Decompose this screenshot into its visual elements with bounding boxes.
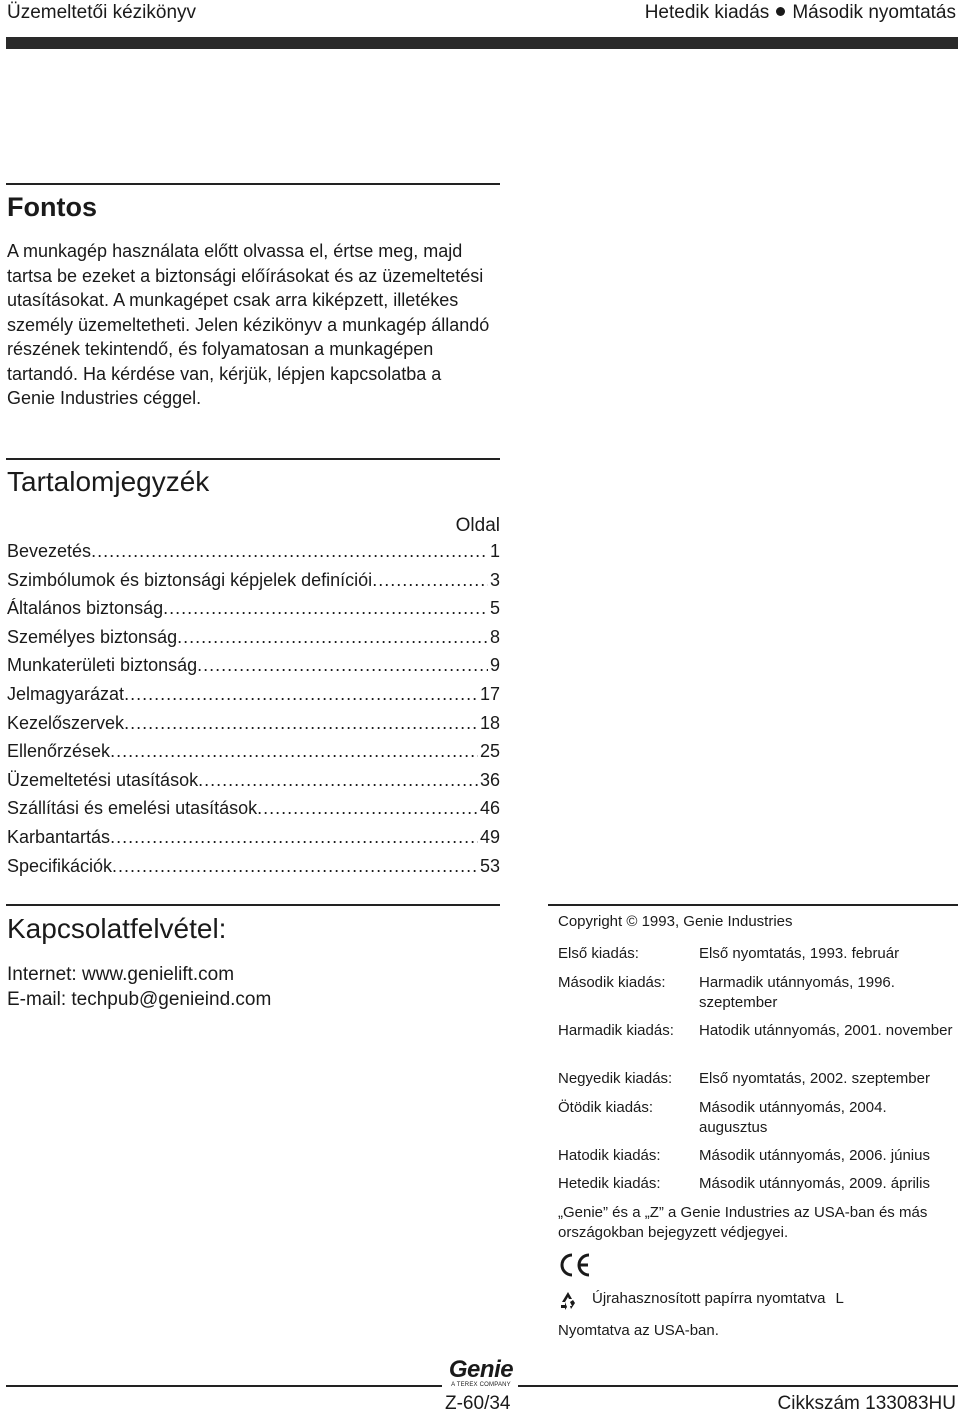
edition-value: Első nyomtatás, 1993. február bbox=[699, 945, 900, 962]
toc-item[interactable] bbox=[7, 655, 500, 684]
recycle-icon bbox=[558, 1290, 578, 1315]
toc-item-label: Szállítási és emelési utasítások bbox=[7, 798, 258, 819]
edition-name: Hetedik kiadás: bbox=[558, 1175, 661, 1192]
toc-leader-dots bbox=[124, 684, 478, 705]
toc-item-label: Személyes biztonság bbox=[7, 626, 178, 647]
toc-item[interactable] bbox=[7, 627, 500, 656]
toc-item-page: 18 bbox=[479, 712, 500, 733]
toc-leader-dots bbox=[91, 541, 488, 562]
toc-item[interactable] bbox=[7, 741, 500, 770]
ce-mark-icon bbox=[558, 1252, 592, 1283]
logo-word: Genie bbox=[448, 1356, 514, 1383]
toc-page-header: Oldal bbox=[455, 515, 500, 536]
toc-leader-dots bbox=[110, 741, 478, 762]
edition-value: Második utánnyomás, 2004. augusztus bbox=[699, 1099, 887, 1136]
important-text: A munkagép használata előtt olvassa el, értse meg, majd tartsa be ezeket a biztonsági előírásokat és az üzemeltetési utasításokat. A munkagépet csak arra kiképzett, illetékes személy üzemeltetheti. Jelen kézikönyv a munkagép állandó részének tekintendő, és folyamatosan a munkagépen tartandó. Ha kérdése van, kérjük, lépjen kapcsolatba a Genie Industries céggel. bbox=[7, 241, 490, 408]
toc-item-page: 17 bbox=[479, 683, 500, 704]
bullet-icon bbox=[776, 7, 785, 16]
genie-logo bbox=[445, 1358, 517, 1389]
email-link[interactable]: E-mail: techpub@genieind.com bbox=[7, 989, 272, 1010]
toc-item[interactable] bbox=[7, 713, 500, 742]
toc-item-page: 53 bbox=[479, 855, 500, 876]
toc-item-page: 36 bbox=[479, 769, 500, 790]
edition-name: Ötödik kiadás: bbox=[558, 1099, 654, 1116]
toc-leader-dots bbox=[110, 827, 478, 848]
toc-leader-dots bbox=[163, 598, 488, 619]
toc-leader-dots bbox=[198, 770, 478, 791]
toc-title: Tartalomjegyzék bbox=[7, 466, 210, 497]
edition-name: Első kiadás: bbox=[558, 945, 639, 962]
toc-item[interactable] bbox=[7, 684, 500, 713]
toc-item-label: Általános biztonság bbox=[7, 598, 164, 619]
toc-item[interactable] bbox=[7, 827, 500, 856]
recycled-text: Újrahasznosított papírra nyomtatva bbox=[592, 1290, 826, 1307]
recycled-mark: L bbox=[835, 1290, 844, 1307]
edition-name: Második kiadás: bbox=[558, 974, 666, 991]
section-divider bbox=[548, 904, 958, 906]
toc-item[interactable] bbox=[7, 570, 500, 599]
toc-item-label: Munkaterületi biztonság bbox=[7, 655, 198, 676]
toc-item-label: Ellenőrzések bbox=[7, 741, 111, 762]
toc-item-page: 3 bbox=[489, 569, 500, 590]
toc-leader-dots bbox=[177, 627, 488, 648]
toc-leader-dots bbox=[124, 713, 478, 734]
toc-leader-dots bbox=[197, 655, 488, 676]
edition-value: Első nyomtatás, 2002. szeptember bbox=[699, 1070, 930, 1087]
toc-item-label: Specifikációk bbox=[7, 855, 113, 876]
table-of-contents bbox=[7, 541, 500, 884]
section-divider bbox=[6, 183, 500, 185]
toc-item[interactable] bbox=[7, 798, 500, 827]
toc-item[interactable] bbox=[7, 598, 500, 627]
toc-item[interactable] bbox=[7, 541, 500, 570]
toc-item-page: 5 bbox=[489, 598, 500, 619]
internet-link[interactable]: Internet: www.genielift.com bbox=[7, 964, 235, 985]
edition-name: Hatodik kiadás: bbox=[558, 1147, 661, 1164]
printing-label: Második nyomtatás bbox=[792, 2, 956, 23]
copyright-line: Copyright © 1993, Genie Industries bbox=[558, 913, 793, 930]
toc-item-page: 46 bbox=[479, 798, 500, 819]
important-title: Fontos bbox=[7, 192, 97, 222]
section-divider bbox=[6, 904, 500, 906]
edition-info bbox=[645, 2, 956, 24]
toc-leader-dots bbox=[372, 570, 488, 591]
logo-sub: A TEREX COMPANY bbox=[451, 1382, 511, 1388]
header-bar bbox=[6, 37, 958, 49]
edition-value: Második utánnyomás, 2006. június bbox=[699, 1147, 930, 1164]
edition-label: Hetedik kiadás bbox=[644, 2, 770, 23]
manual-title: Üzemeltetői kézikönyv bbox=[7, 2, 197, 23]
toc-item-label: Kezelőszervek bbox=[7, 712, 125, 733]
part-number: Cikkszám 133083HU bbox=[777, 1393, 956, 1414]
toc-item-label: Üzemeltetési utasítások bbox=[7, 769, 199, 790]
edition-name: Negyedik kiadás: bbox=[558, 1070, 673, 1087]
contact-title: Kapcsolatfelvétel: bbox=[7, 913, 227, 944]
trademark-note: „Genie” és a „Z” a Genie Industries az USA-ban és más országokban bejegyzett védjegyei. bbox=[558, 1204, 928, 1241]
footer-rule-right bbox=[518, 1385, 958, 1387]
model-page: Z-60/34 bbox=[445, 1393, 511, 1414]
section-divider bbox=[6, 458, 500, 460]
toc-item-label: Jelmagyarázat bbox=[7, 683, 125, 704]
toc-item[interactable] bbox=[7, 856, 500, 885]
toc-leader-dots bbox=[112, 856, 478, 877]
edition-value: Hatodik utánnyomás, 2001. november bbox=[699, 1022, 953, 1039]
toc-item-label: Karbantartás bbox=[7, 826, 111, 847]
toc-item-label: Szimbólumok és biztonsági képjelek definíciói bbox=[7, 569, 373, 590]
edition-value: Harmadik utánnyomás, 1996. szeptember bbox=[699, 974, 895, 1011]
toc-item-page: 1 bbox=[489, 541, 500, 561]
toc-item-label: Bevezetés bbox=[7, 541, 92, 561]
toc-leader-dots bbox=[257, 798, 478, 819]
contact-details bbox=[7, 962, 271, 1012]
recycled-note bbox=[592, 1289, 844, 1309]
toc-item-page: 49 bbox=[479, 826, 500, 847]
toc-item-page: 8 bbox=[489, 626, 500, 647]
edition-value: Második utánnyomás, 2009. április bbox=[699, 1175, 930, 1192]
toc-item[interactable] bbox=[7, 770, 500, 799]
edition-name: Harmadik kiadás: bbox=[558, 1022, 674, 1039]
toc-item-page: 25 bbox=[479, 741, 500, 762]
footer-rule-left bbox=[6, 1385, 442, 1387]
printed-in: Nyomtatva az USA-ban. bbox=[558, 1322, 719, 1339]
toc-item-page: 9 bbox=[489, 655, 500, 676]
